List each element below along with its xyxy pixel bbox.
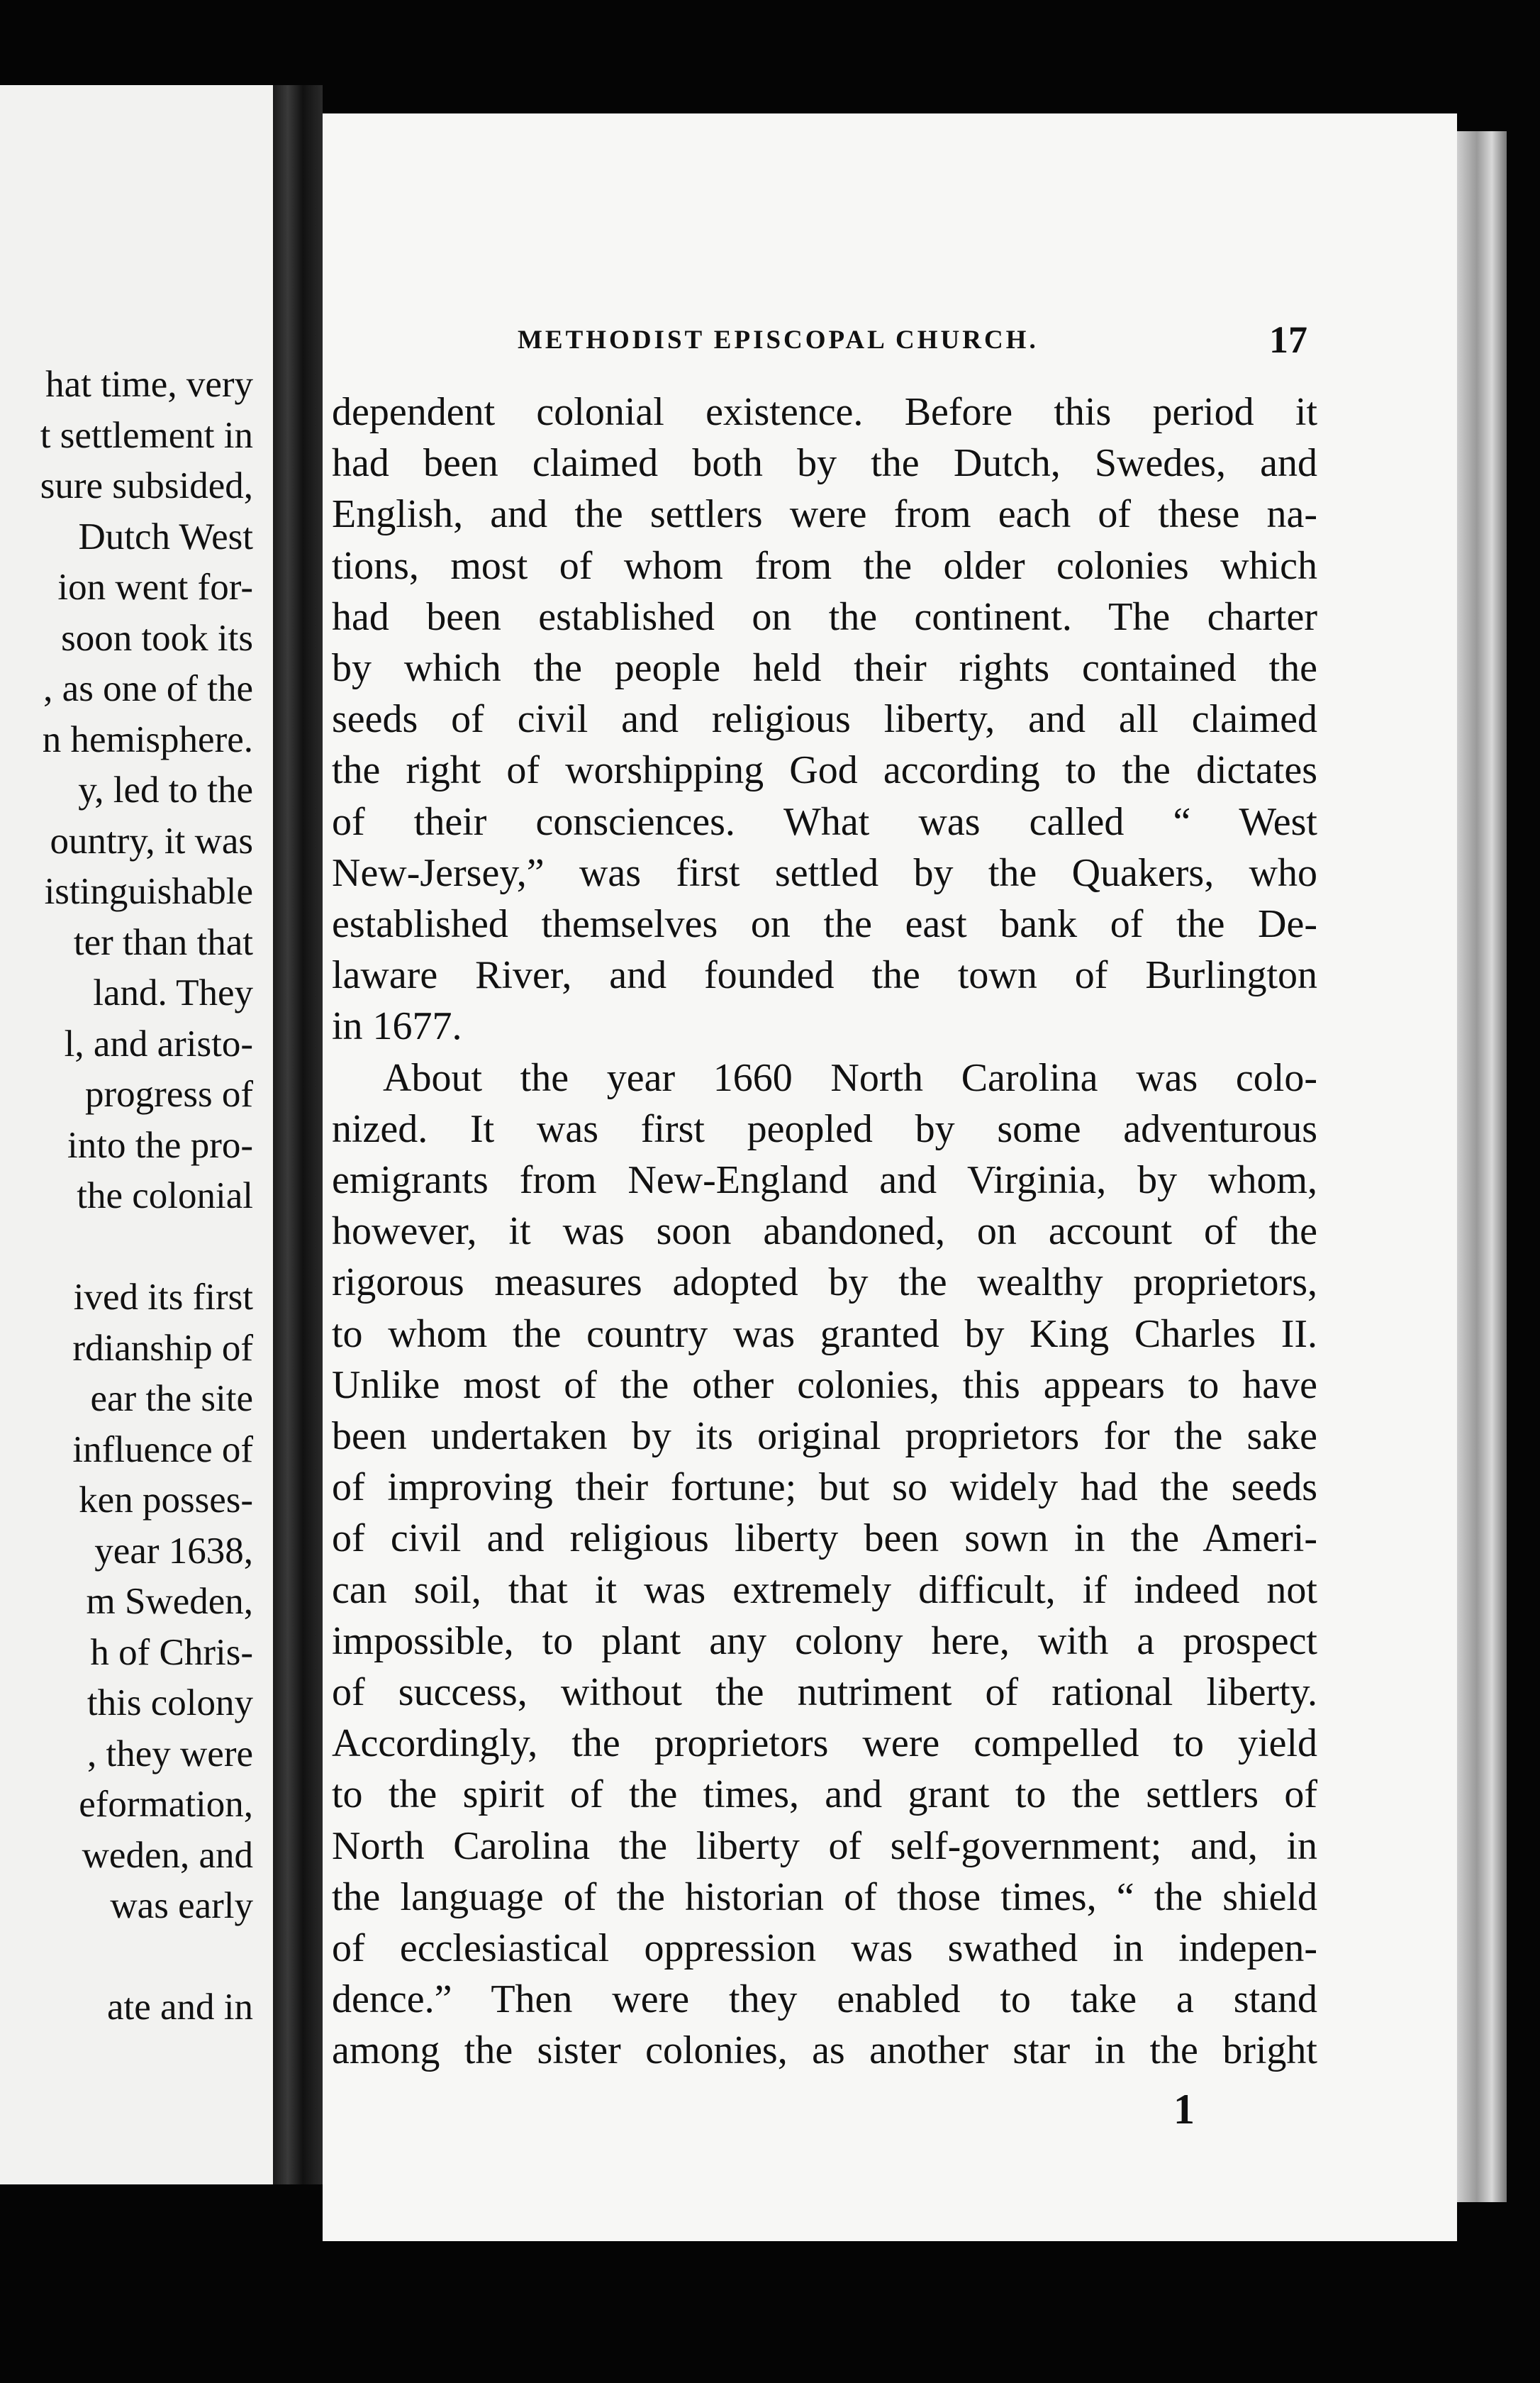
body-line: English, and the settlers were from each of these na- — [332, 492, 1317, 537]
body-line: emigrants from New-England and Virginia, by whom, — [332, 1158, 1317, 1202]
body-line: North Carolina the liberty of self-government; and, in — [332, 1823, 1317, 1868]
left-page-line: year 1638, — [94, 1530, 253, 1572]
left-page-line: ear the site — [90, 1378, 253, 1419]
body-line: of ecclesiastical oppression was swathed in indepen- — [332, 1926, 1317, 1970]
body-line: About the year 1660 North Carolina was colo- — [383, 1055, 1317, 1100]
left-page-line: the colonial — [77, 1175, 253, 1216]
left-page-line: n hemisphere. — [42, 718, 253, 760]
body-line: to whom the country was granted by King Charles II. — [332, 1311, 1317, 1356]
body-line: Unlike most of the other colonies, this appears to have — [332, 1362, 1317, 1407]
body-line: impossible, to plant any colony here, with a prospect — [332, 1618, 1317, 1663]
body-line: of improving their fortune; but so widely had the seeds — [332, 1465, 1317, 1510]
left-page-line: h of Chris- — [90, 1631, 253, 1673]
body-line: in 1677. — [332, 1004, 462, 1049]
body-line: by which the people held their rights contained the — [332, 646, 1317, 690]
body-line: to the spirit of the times, and grant to the settlers of — [332, 1772, 1317, 1817]
body-line: had been claimed both by the Dutch, Swedes, and — [332, 441, 1317, 486]
left-page-line: influence of — [72, 1428, 253, 1470]
left-page-line: was early — [110, 1885, 253, 1926]
running-head: METHODIST EPISCOPAL CHURCH. — [518, 326, 1039, 355]
left-page-line: ion went for- — [57, 567, 253, 608]
left-page-line: ken posses- — [79, 1479, 253, 1521]
left-page-line: hat time, very — [45, 364, 253, 405]
signature-mark: 1 — [1173, 2086, 1195, 2133]
left-page-line: eformation, — [79, 1784, 253, 1825]
body-line: New-Jersey,” was first settled by the Quakers, who — [332, 850, 1317, 895]
left-page-line: t settlement in — [40, 414, 253, 456]
body-line: of their consciences. What was called “ West — [332, 799, 1317, 844]
body-line: of civil and religious liberty been sown in the Ameri- — [332, 1516, 1317, 1561]
left-page-line: m Sweden, — [86, 1581, 253, 1622]
body-line: the language of the historian of those times, “ the shield — [332, 1874, 1317, 1919]
body-line: been undertaken by its original proprietors for the sake — [332, 1414, 1317, 1458]
left-page-line: land. They — [93, 972, 253, 1013]
body-line: the right of worshipping God according to the dictates — [332, 748, 1317, 793]
left-page-line: soon took its — [61, 617, 253, 659]
left-page-line: rdianship of — [72, 1327, 253, 1369]
left-page-line: istinguishable — [44, 871, 253, 912]
left-page-line: Dutch West — [78, 516, 253, 557]
body-line: can soil, that it was extremely difficult, if indeed not — [332, 1567, 1317, 1612]
left-page-line: l, and aristo- — [64, 1023, 253, 1065]
left-page-line: into the pro- — [67, 1124, 253, 1166]
body-line: had been established on the continent. The charter — [332, 594, 1317, 639]
body-line: seeds of civil and religious liberty, and all claimed — [332, 697, 1317, 742]
body-line: Accordingly, the proprietors were compelled to yield — [332, 1721, 1317, 1766]
left-page-line: sure subsided, — [40, 465, 253, 506]
body-line: of success, without the nutriment of rational liberty. — [332, 1670, 1317, 1714]
body-line: rigorous measures adopted by the wealthy proprietors, — [332, 1260, 1317, 1305]
body-line: dence.” Then were they enabled to take a stand — [332, 1977, 1317, 2022]
body-line: tions, most of whom from the older colonies which — [332, 543, 1317, 588]
left-page-line: ter than that — [73, 921, 253, 963]
body-line: however, it was soon abandoned, on account of the — [332, 1209, 1317, 1254]
left-page-line: y, led to the — [78, 770, 253, 811]
left-page-line: weden, and — [82, 1834, 253, 1876]
body-line: nized. It was first peopled by some adventurous — [332, 1106, 1317, 1151]
left-page-line: ate and in — [106, 1987, 253, 2028]
left-page-line: , as one of the — [43, 668, 253, 709]
left-page-line: ountry, it was — [50, 820, 253, 862]
body-line: dependent colonial existence. Before this period it — [332, 390, 1317, 434]
left-page-line: , they were — [87, 1733, 253, 1774]
left-page-line: progress of — [85, 1074, 253, 1115]
body-line: among the sister colonies, as another star in the bright — [332, 2028, 1317, 2073]
left-page-line: ived its first — [73, 1277, 253, 1318]
page-number: 17 — [1269, 318, 1307, 361]
left-page-line: this colony — [87, 1682, 253, 1723]
body-line: laware River, and founded the town of Burlington — [332, 953, 1317, 998]
body-line: established themselves on the east bank of the De- — [332, 902, 1317, 946]
